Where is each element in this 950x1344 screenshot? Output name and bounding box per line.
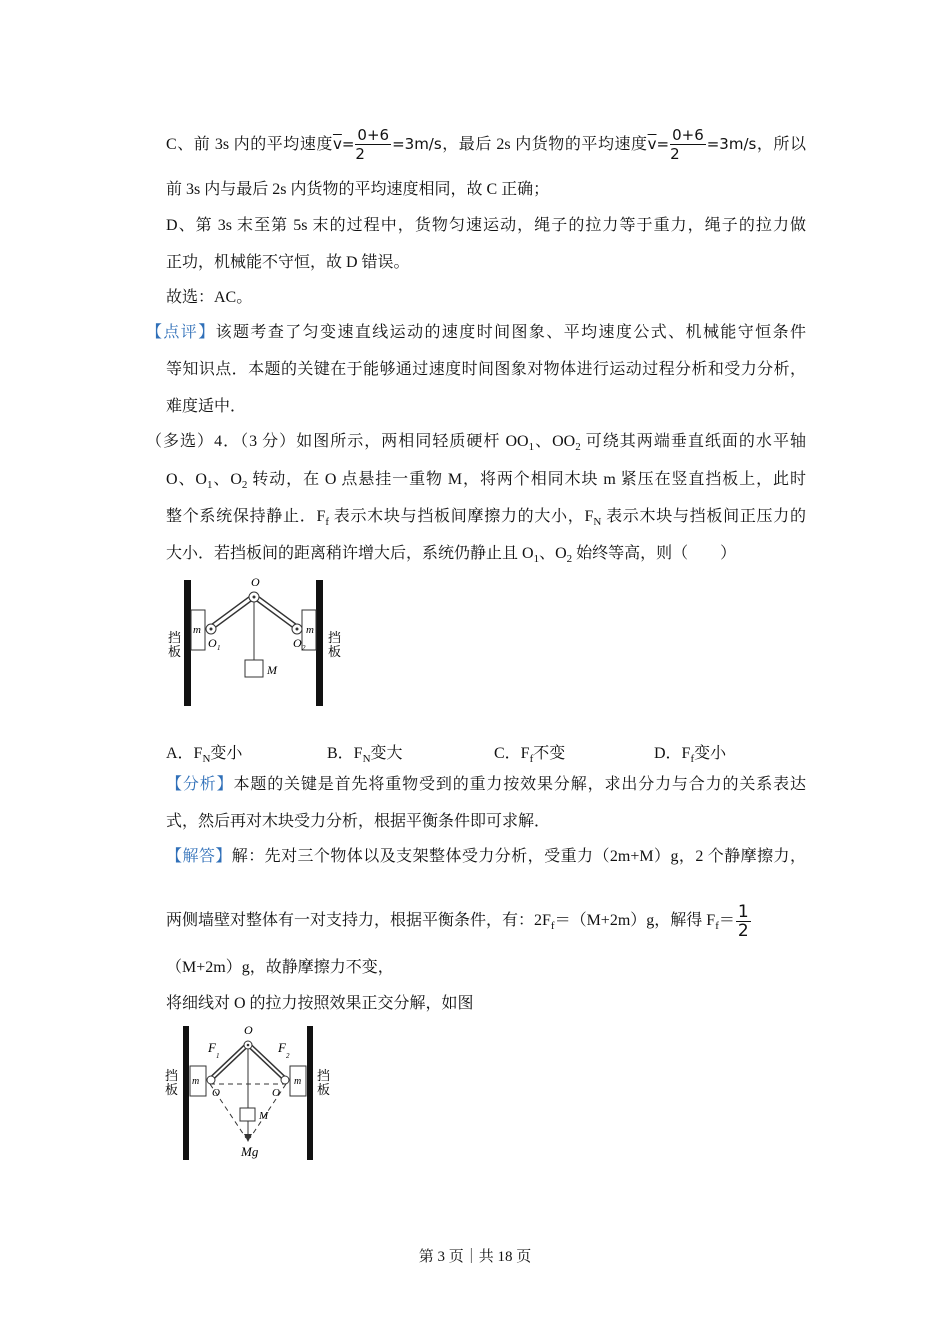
text-run: 大小．若挡板间的距离稍许增大后，系统仍静止且 O [166,545,534,562]
text-line [166,470,806,490]
svg-text:O: O [293,636,302,650]
text-run: 整个系统保持静止．F [166,508,326,525]
velocity-symbol: $\overline{v}$ [647,135,657,153]
text-run: 始终等高，则（ ） [572,545,737,562]
text-line [166,288,252,308]
text-line [166,544,736,564]
fraction [670,126,706,163]
text-line [166,216,806,236]
numerator: 0+6 [672,126,704,144]
section-label: 【解答】 [166,848,232,865]
text-run: 本题的关键是首先将重物受到的重力按效果分解，求出分力与合力的关系表达 [233,776,806,793]
svg-text:O: O [272,1087,280,1099]
text-run: 难度适中． [166,398,247,415]
numerator: 0+6 [357,126,390,144]
section-label: 【分析】 [166,776,234,793]
svg-text:挡: 挡 [328,630,342,645]
svg-text:板: 板 [317,1082,330,1097]
text-line [166,775,806,795]
text-run: 、O [212,471,242,488]
fraction-one-half [736,903,751,940]
text-run: ＝ [718,912,735,930]
option-d: D．$F_f$变小 [654,745,727,765]
figure-force-decomposition [160,1020,330,1165]
text-run: 表示木块与挡板间正压力的 [601,508,806,525]
subscript: 1 [528,441,535,453]
svg-text:1: 1 [216,1052,220,1060]
subscript: N [593,516,602,528]
denominator: 2 [355,145,365,163]
text-line [166,253,410,273]
svg-text:m: m [192,1076,200,1087]
text-run: 该题考查了匀变速直线运动的速度时间图象、平均速度公式、机械能守恒条件 [215,324,806,341]
svg-text:M: M [259,1110,269,1122]
text-run: （M+2m）g，故静摩擦力不变， [166,959,394,976]
svg-text:O: O [251,575,260,589]
svg-text:m: m [193,624,201,636]
subscript: 2 [241,479,248,491]
svg-text:1: 1 [217,644,221,652]
text-run: O、O [166,471,207,488]
text-line [166,812,550,832]
numerator: 1 [737,902,749,922]
result: =3m/s [392,135,442,153]
option-a: A．$F_N$变小 [166,745,243,765]
text-run: 正功，机械能不守恒，故 D 错误。 [166,254,410,271]
svg-text:m: m [306,624,314,636]
fraction [355,126,391,163]
text-run: D、第 3s 末至第 5s 末的过程中，货物匀速运动，绳子的拉力等于重力，绳子的拉力做 [166,217,806,234]
svg-text:O: O [208,636,217,650]
text-line [146,323,806,343]
svg-text:板: 板 [165,1082,179,1097]
text-run: 将细线对 O 的拉力按照效果正交分解，如图 [166,995,474,1012]
svg-text:F: F [208,1040,216,1055]
option-b: B．$F_N$变大 [327,745,403,765]
svg-text:挡: 挡 [165,1068,179,1083]
equals-sign: = [341,135,355,153]
text-run: 可绕其两端垂直纸面的水平轴 [580,433,806,450]
option-c: C．$F_f$不变 [494,745,566,765]
equals-sign: = [656,135,670,153]
text-line [166,397,246,417]
svg-text:2: 2 [286,1052,290,1060]
subscript: 2 [575,441,581,453]
text-line [166,126,806,163]
subscript: f [715,920,719,933]
text-run: ，所以 [756,136,806,153]
text-run: 、O [539,545,567,562]
svg-text:m: m [294,1076,302,1087]
svg-text:O: O [244,1023,253,1037]
text-line [166,958,394,978]
text-run: 等知识点．本题的关键在于能够通过速度时间图象对物体进行运动过程分析和受力分析， [166,361,806,378]
svg-text:M: M [267,663,277,677]
text-run: （多选）4．（3 分）如图所示，两相同轻质硬杆 OO [146,433,529,450]
subscript: 1 [206,479,213,491]
text-line [166,180,549,200]
text-run: 、OO [534,433,576,450]
text-run: 两侧墙壁对整体有一对支持力，根据平衡条件，有：2F [166,912,551,930]
text-line [166,507,806,527]
denominator: 2 [737,921,749,941]
subscript: f [550,920,555,933]
result: =3m/s [706,135,757,153]
svg-text:O: O [212,1087,220,1099]
text-line [166,360,806,380]
text-line [166,847,806,867]
text-run: 解：先对三个物体以及支架整体受力分析，受重力（2m+M）g，2 个静摩擦力， [231,848,806,865]
text-run: C、前 3s 内的平均速度 [166,136,333,153]
text-run: ＝（M+2m）g，解得 F [554,912,716,930]
svg-text:板: 板 [328,644,342,659]
svg-text:挡: 挡 [317,1068,330,1083]
subscript: 1 [533,553,540,565]
average-velocity-formula [332,126,442,163]
svg-text:Mg: Mg [241,1144,259,1159]
average-velocity-formula [647,126,757,163]
text-run: 前 3s 内与最后 2s 内货物的平均速度相同，故 C 正确； [166,181,550,198]
section-label: 【点评】 [146,324,216,341]
text-run: ，最后 2s 内货物的平均速度 [441,136,648,153]
text-line [166,994,474,1014]
velocity-symbol: $\overline{v}$ [332,135,342,153]
figure-rods-blocks [160,570,360,710]
svg-text:挡: 挡 [168,630,182,645]
text-run: 式，然后再对木块受力分析，根据平衡条件即可求解． [166,813,551,830]
svg-text:2: 2 [302,644,306,652]
text-line [166,902,752,941]
svg-text:板: 板 [168,644,182,659]
subscript: 2 [566,553,573,565]
denominator: 2 [670,145,680,163]
svg-text:F: F [278,1040,286,1055]
text-run: 表示木块与挡板间摩擦力的大小，F [329,508,594,525]
text-run: 转动，在 O 点悬挂一重物 M，将两个相同木块 m 紧压在竖直挡板上，此时 [247,471,806,488]
text-run: 故选：AC。 [166,289,253,306]
subscript: f [325,516,330,528]
page-footer: 第 3 页｜共 18 页 [418,1249,532,1265]
text-line [146,432,806,452]
